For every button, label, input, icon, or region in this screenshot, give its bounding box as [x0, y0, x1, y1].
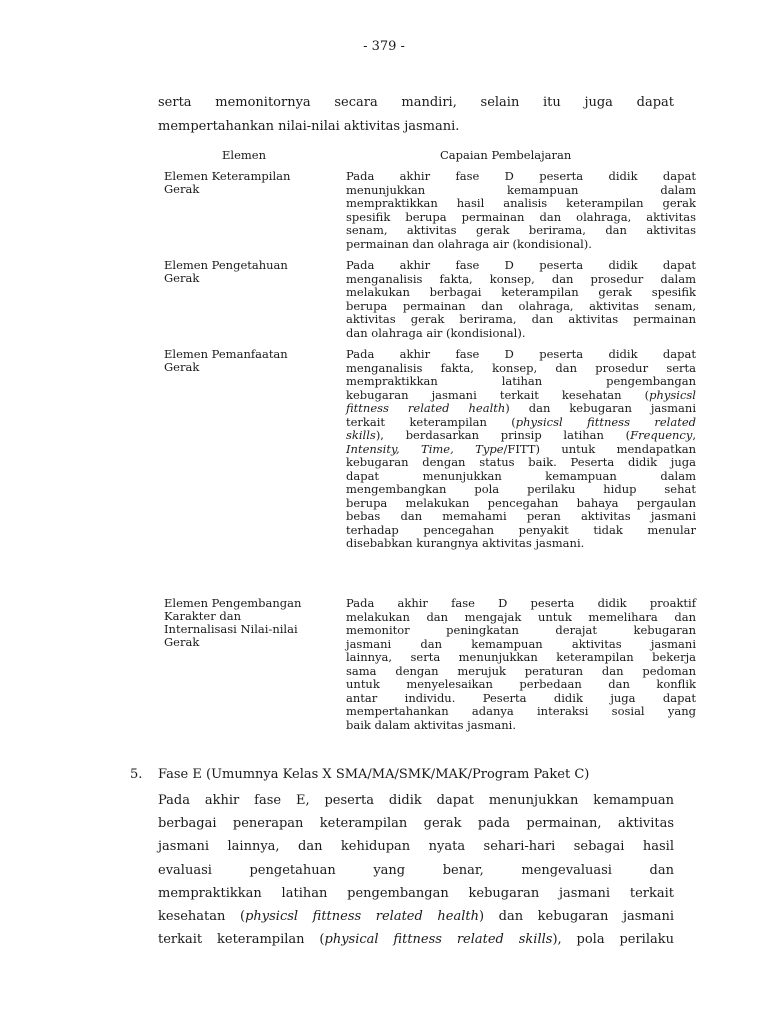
capaian-line: aktivitas gerak berirama, dan aktivitas permainan — [346, 312, 696, 326]
capaian-line: memonitor peningkatan derajat kebugaran — [346, 623, 696, 637]
capaian-line: baik dalam aktivitas jasmani. — [346, 717, 516, 732]
capaian-line: Pada akhir fase D peserta didik proaktif — [346, 596, 696, 610]
capaian-line: menunjukkan kemampuan dalam — [346, 182, 696, 197]
capaian-cell — [346, 597, 696, 732]
capaian-line: mempraktikkan hasil analisis keterampilan gerak — [346, 196, 696, 210]
intro-line: serta memonitornya secara mandiri, selain itu juga dapat — [158, 95, 674, 110]
section-number: 5. — [130, 767, 143, 782]
capaian-line: dan olahraga air (kondisional). — [346, 325, 526, 340]
capaian-line: spesifik berupa permainan dan olahraga, aktivitas — [346, 209, 696, 224]
paragraph-line: mempraktikkan latihan pengembangan kebugaran jasmani terkait — [158, 885, 674, 901]
capaian-line: berupa melakukan pencegahan bahaya pergaulan — [346, 495, 696, 510]
capaian-line: kebugaran jasmani terkait kesehatan (physicsl — [346, 387, 696, 402]
capaian-line: terkait keterampilan (physicsl fittness related — [346, 414, 696, 429]
intro-line: mempertahankan nilai-nilai aktivitas jasmani. — [158, 119, 460, 134]
elemen-line: Elemen Pengetahuan — [164, 258, 288, 272]
capaian-line: bebas dan memahami peran aktivitas jasmani — [346, 509, 696, 523]
capaian-line: antar individu. Peserta didik juga dapat — [346, 690, 696, 705]
capaian-line: menganalisis fakta, konsep, dan prosedur dalam — [346, 271, 696, 286]
capaian-line: permainan dan olahraga air (kondisional). — [346, 236, 592, 251]
elemen-line: Elemen Keterampilan — [164, 169, 291, 183]
capaian-line: menganalisis fakta, konsep, dan prosedur serta — [346, 360, 696, 375]
capaian-line: jasmani dan kemampuan aktivitas jasmani — [346, 636, 696, 651]
capaian-line: disebabkan kurangnya aktivitas jasmani. — [346, 536, 585, 550]
capaian-line: sama dengan merujuk peraturan dan pedoman — [346, 663, 696, 678]
capaian-line: kebugaran dengan status baik. Peserta didik juga — [346, 455, 696, 469]
capaian-line: melakukan dan mengajak untuk memelihara dan — [346, 609, 696, 624]
intro-paragraph — [158, 94, 674, 136]
capaian-line: mempraktikkan latihan pengembangan — [346, 374, 696, 388]
capaian-line: untuk menyelesaikan perbedaan dan konflik — [346, 677, 696, 691]
capaian-cell — [346, 348, 696, 551]
paragraph-line: Pada akhir fase E, peserta didik dapat menunjukkan kemampuan — [158, 793, 674, 808]
page-number: - 379 - — [363, 39, 405, 54]
section-title: Fase E (Umumnya Kelas X SMA/MA/SMK/MAK/Program Paket C) — [158, 767, 590, 782]
capaian-line: berupa permainan dan olahraga, aktivitas senam, — [346, 298, 696, 313]
elemen-line: Internalisasi Nilai-nilai — [164, 622, 298, 636]
paragraph-line: berbagai penerapan keterampilan gerak pada permainan, aktivitas — [158, 816, 674, 832]
capaian-line: terhadap pencegahan penyakit tidak menular — [346, 522, 696, 537]
elemen-cell — [164, 170, 334, 196]
capaian-line: Pada akhir fase D peserta didik dapat — [346, 347, 696, 361]
capaian-cell — [346, 170, 696, 251]
paragraph-line: kesehatan (physicsl fittness related health) dan kebugaran jasmani — [158, 908, 674, 924]
elemen-line: Gerak — [164, 360, 200, 374]
capaian-line: Intensity, Time, Type/FITT) untuk mendapatkan — [346, 441, 696, 456]
elemen-cell — [164, 259, 334, 285]
capaian-line: Pada akhir fase D peserta didik dapat — [346, 258, 696, 272]
elemen-line: Gerak — [164, 182, 200, 196]
paragraph-line: evaluasi pengetahuan yang benar, mengevaluasi dan — [158, 862, 674, 878]
paragraph-line: terkait keterampilan (physical fittness related skills), pola perilaku — [158, 932, 674, 948]
paragraph-line: jasmani lainnya, dan kehidupan nyata sehari-hari sebagai hasil — [158, 839, 674, 855]
elemen-line: Elemen Pemanfaatan — [164, 347, 288, 361]
elemen-line: Elemen Pengembangan — [164, 596, 302, 610]
elemen-cell — [164, 597, 334, 649]
capaian-line: mempertahankan adanya interaksi sosial yang — [346, 704, 696, 718]
table-header-elemen: Elemen — [222, 148, 266, 162]
table-header-capaian: Capaian Pembelajaran — [440, 148, 572, 162]
capaian-line: skills), berdasarkan prinsip latihan (Frequency, — [346, 428, 696, 442]
elemen-line: Gerak — [164, 271, 200, 285]
capaian-line: senam, aktivitas gerak berirama, dan aktivitas — [346, 223, 696, 237]
section-paragraph — [158, 792, 674, 954]
capaian-line: mengembangkan pola perilaku hidup sehat — [346, 482, 696, 496]
capaian-line: Pada akhir fase D peserta didik dapat — [346, 169, 696, 183]
capaian-line: dapat menunjukkan kemampuan dalam — [346, 468, 696, 483]
elemen-line: Gerak — [164, 635, 200, 649]
capaian-line: fittness related health) dan kebugaran jasmani — [346, 401, 696, 415]
capaian-line: lainnya, serta menunjukkan keterampilan bekerja — [346, 650, 696, 664]
elemen-line: Karakter dan — [164, 609, 241, 623]
capaian-cell — [346, 259, 696, 340]
elemen-cell — [164, 348, 334, 374]
capaian-line: melakukan berbagai keterampilan gerak spesifik — [346, 285, 696, 299]
